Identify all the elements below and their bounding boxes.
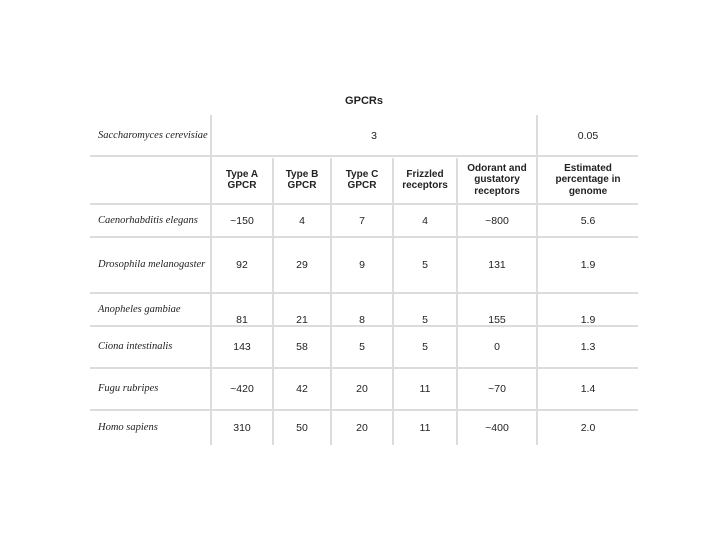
total-gpcr-count: 3 — [371, 130, 377, 142]
species-name: Saccharomyces cerevisiae — [98, 130, 208, 141]
data-cell: ~400 — [485, 422, 509, 434]
data-cell: 11 — [419, 422, 431, 434]
data-cell: 11 — [419, 383, 431, 395]
data-cell: 20 — [356, 383, 368, 395]
data-cell: ~800 — [485, 214, 509, 227]
data-cell: 310 — [233, 422, 251, 434]
data-cell: 5 — [359, 341, 365, 353]
column-header: Frizzled receptors — [402, 168, 448, 191]
data-cell: 1.9 — [580, 314, 596, 326]
data-cell: 5.6 — [580, 214, 596, 227]
data-cell: ~150 — [230, 214, 254, 227]
data-cell: 131 — [488, 259, 506, 271]
column-header: Type B GPCR — [285, 168, 319, 191]
data-cell: 5 — [422, 314, 428, 326]
data-cell: 50 — [296, 422, 308, 434]
data-cell: 5 — [422, 259, 428, 271]
data-cell: 42 — [296, 383, 308, 395]
data-cell: 1.9 — [580, 259, 596, 271]
percentage-cell: 0.05 — [577, 130, 599, 142]
species-name: Homo sapiens — [98, 422, 158, 433]
data-cell: 20 — [356, 422, 368, 434]
column-header: Estimated percentage in genome — [555, 162, 621, 197]
species-name: Caenorhabditis elegans — [98, 214, 198, 226]
data-cell: ~70 — [488, 383, 506, 395]
data-cell: 4 — [299, 214, 305, 227]
data-cell: 1.4 — [580, 383, 596, 395]
data-cell: ~420 — [230, 383, 254, 395]
species-name: Drosophila melanogaster — [98, 259, 206, 270]
data-cell: 8 — [359, 314, 365, 326]
species-name: Fugu rubripes — [98, 383, 159, 394]
data-cell: 9 — [359, 259, 365, 271]
data-cell: 21 — [296, 314, 308, 326]
data-cell: 92 — [236, 259, 248, 271]
table-title: GPCRs — [345, 95, 383, 107]
data-cell: 0 — [494, 341, 500, 353]
species-name: Ciona intestinalis — [98, 341, 173, 352]
data-cell: 155 — [488, 314, 506, 326]
data-cell: 143 — [233, 341, 251, 353]
data-cell: 5 — [422, 341, 428, 353]
data-cell: 81 — [236, 314, 248, 326]
data-cell: 1.3 — [580, 341, 596, 353]
data-cell: 2.0 — [580, 422, 596, 434]
data-cell: 4 — [422, 214, 428, 227]
column-header: Type A GPCR — [225, 168, 259, 191]
data-cell: 7 — [359, 214, 365, 227]
species-name: Anopheles gambiae — [98, 303, 181, 315]
data-cell: 29 — [296, 259, 308, 271]
data-cell: 58 — [296, 341, 308, 353]
column-header: Type C GPCR — [345, 168, 379, 191]
column-header: Odorant and gustatory receptors — [467, 162, 527, 197]
